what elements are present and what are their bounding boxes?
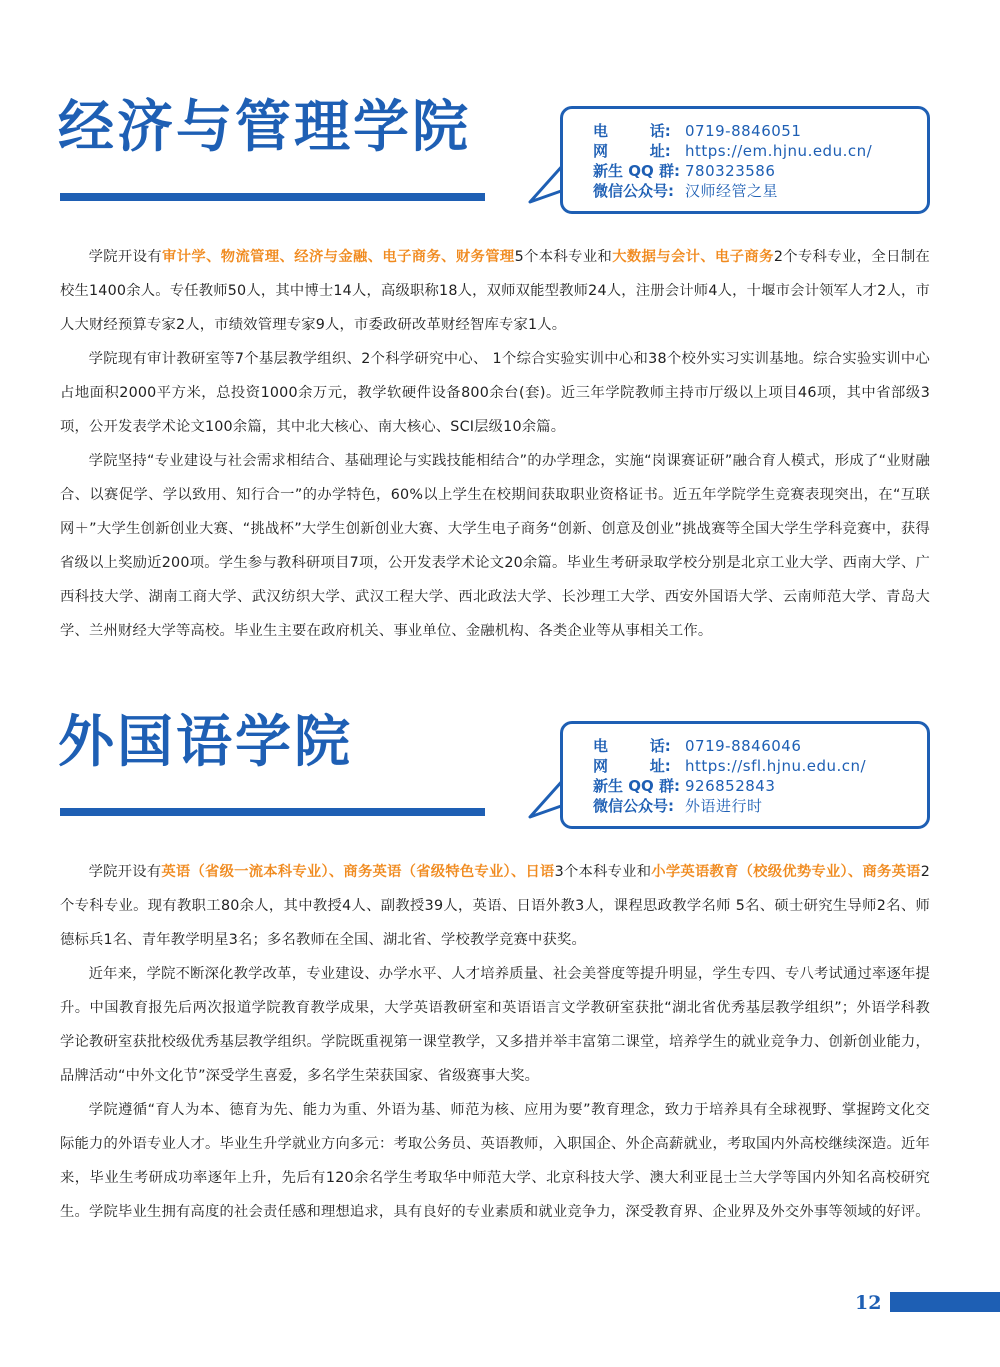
text-run: 3个本科专业和 <box>554 864 652 880</box>
highlight-majors: 大数据与会计、电子商务 <box>612 249 774 265</box>
web-link[interactable]: https://em.hjnu.edu.cn/ <box>685 142 873 160</box>
contact-info-box <box>560 106 930 214</box>
paragraph: 学院现有审计教研室等7个基层教学组织、2个科学研究中心、 1个综合实验实训中心和38个校外实习实训基地。综合实验实训中心占地面积2000平方米，总投资1000余万元，教学软硬件设备800余台(套)。近三年学院教师主持市厅级以上项目46项，其中省部级3项，公开发表学术论文100余篇，其中北大核心、南大核心、SCI层级10余篇。 <box>60 351 930 435</box>
highlight-majors: 小学英语教育（校级优势专业）、商务英语 <box>651 864 921 880</box>
section-title: 外国语学院 <box>58 710 353 775</box>
paragraph <box>60 855 930 957</box>
wechat-value: 外语进行时 <box>685 797 763 815</box>
phone-value: 0719-8846046 <box>685 737 802 755</box>
paragraph: 近年来，学院不断深化教学改革，专业建设、办学水平、人才培养质量、社会美誉度等提升明显，学生专四、专八考试通过率逐年提升。中国教育报先后两次报道学院教育教学成果，大学英语教研室和英语语言文学教研室获批“湖北省优秀基层教学组织”；外语学科教学论教研室获批校级优秀基层教学组织。学院既重视第一课堂教学，又多措并举丰富第二课堂，培养学生的就业竞争力、创新创业能力，品牌活动“中外文化节”深受学生喜爱，多名学生荣获国家、省级赛事大奖。 <box>60 966 930 1084</box>
contact-phone-row <box>593 736 866 756</box>
qq-value: 780323586 <box>685 162 776 180</box>
title-underline <box>60 193 485 201</box>
web-link[interactable]: https://sfl.hjnu.edu.cn/ <box>685 757 867 775</box>
contact-wechat-row <box>593 796 866 816</box>
qq-value: 926852843 <box>685 777 776 795</box>
section-body <box>60 240 930 648</box>
text-run: 5个本科专业和 <box>514 249 613 265</box>
contact-web-row <box>593 141 872 161</box>
title-underline <box>60 808 485 816</box>
paragraph: 学院遵循“育人为本、德育为先、能力为重、外语为基、师范为核、应用为要”教育理念，致力于培养具有全球视野、掌握跨文化交际能力的外语专业人才。毕业生升学就业方向多元：考取公务员、英语教师，入职国企、外企高薪就业，考取国内外高校继续深造。近年来，毕业生考研成功率逐年上升，先后有120余名学生考取华中师范大学、北京科技大学、澳大利亚昆士兰大学等国内外知名高校研究生。学院毕业生拥有高度的社会责任感和理想追求，具有良好的专业素质和就业竞争力，深受教育界、企业界及外交外事等领域的好评。 <box>60 1102 930 1220</box>
phone-label: 电 话: <box>593 737 671 755</box>
contact-info-box <box>560 721 930 829</box>
phone-label: 电 话: <box>593 122 671 140</box>
text-run: 2个专科专业。现有教职工80余人，其中教授4人、副教授39人，英语、日语外教3人，课程思政教学名师 5名、硕士研究生导师2名、师德标兵1名、青年教学明星3名；多名教师在全国、湖北省、学校教学竞赛中获奖。 <box>60 864 930 948</box>
text-run: 2个专科专业，全日制在校生1400余人。专任教师50人，其中博士14人，高级职称18人，双师双能型教师24人，注册会计师4人，十堰市会计领军人才2人，市人大财经预算专家2人，市绩效管理专家9人，市委政研改革财经智库专家1人。 <box>60 249 931 333</box>
highlight-majors: 英语（省级一流本科专业）、商务英语（省级特色专业）、日语 <box>161 864 555 880</box>
wechat-label: 微信公众号: <box>593 797 674 815</box>
phone-value: 0719-8846051 <box>685 122 802 140</box>
page-number: 12 <box>855 1292 882 1314</box>
contact-web-row <box>593 756 866 776</box>
contact-qq-row <box>593 161 872 181</box>
contact-phone-row <box>593 121 872 141</box>
paragraph: 学院坚持“专业建设与社会需求相结合、基础理论与实践技能相结合”的办学理念，实施“岗课赛证研”融合育人模式，形成了“业财融合、以赛促学、学以致用、知行合一”的办学特色，60%以上学生在校期间获取职业资格证书。近五年学院学生竞赛表现突出，在“互联网＋”大学生创新创业大赛、“挑战杯”大学生创新创业大赛、大学生电子商务“创新、创意及创业”挑战赛等全国大学生学科竞赛中，获得省级以上奖励近200项。学生参与教科研项目7项，公开发表学术论文20余篇。毕业生考研录取学校分别是北京工业大学、西南大学、广西科技大学、湖南工商大学、武汉纺织大学、武汉工程大学、西北政法大学、长沙理工大学、西安外国语大学、云南师范大学、青岛大学、兰州财经大学等高校。毕业生主要在政府机关、事业单位、金融机构、各类企业等从事相关工作。 <box>60 453 930 639</box>
text-run: 学院开设有 <box>88 864 162 880</box>
page-number-bar <box>890 1292 1000 1312</box>
qq-label: 新生 QQ 群: <box>593 777 680 795</box>
section-body <box>60 855 930 1229</box>
contact-qq-row <box>593 776 866 796</box>
web-label: 网 址: <box>593 142 671 160</box>
paragraph <box>60 240 930 342</box>
section-title: 经济与管理学院 <box>58 95 471 160</box>
web-label: 网 址: <box>593 757 671 775</box>
wechat-value: 汉师经管之星 <box>685 182 779 200</box>
text-run: 学院开设有 <box>88 249 163 265</box>
contact-wechat-row <box>593 181 872 201</box>
qq-label: 新生 QQ 群: <box>593 162 680 180</box>
wechat-label: 微信公众号: <box>593 182 674 200</box>
highlight-majors: 审计学、物流管理、经济与金融、电子商务、财务管理 <box>162 249 515 265</box>
